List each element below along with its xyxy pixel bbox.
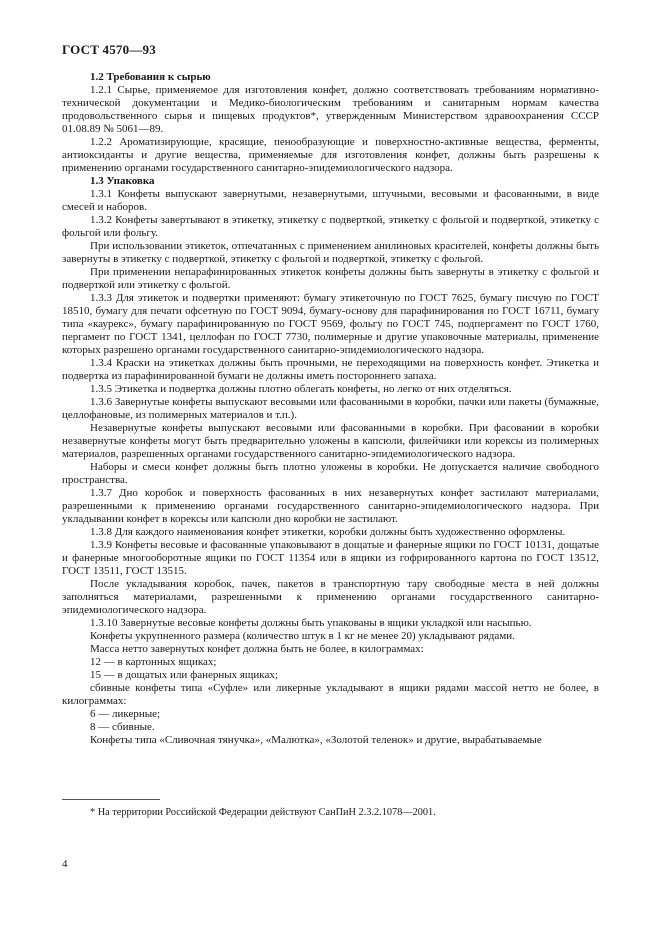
footnote-divider — [62, 799, 160, 800]
footnote: * На территории Российской Федерации действуют СанПиН 2.3.2.1078—2001. — [90, 807, 436, 818]
paragraph: сбивные конфеты типа «Суфле» или ликерные укладывают в ящики рядами массой нетто не более, в килограммах: — [62, 682, 599, 707]
paragraph: 1.3.5 Этикетка и подвертка должны плотно облегать конфеты, но легко от них отделяться. — [90, 383, 512, 395]
paragraph: 1.3.4 Краски на этикетках должны быть прочными, не переходящими на поверхность конфет. Этикетка и подвертка из парафинированной бумаги не должны иметь постороннего запаха. — [62, 357, 599, 382]
paragraph: 1.3.10 Завернутые весовые конфеты должны быть упакованы в ящики укладкой или насыпью. — [90, 617, 532, 629]
document-body — [62, 71, 599, 747]
paragraph: 1.3.8 Для каждого наименования конфет этикетки, коробки должны быть художественно оформлены. — [90, 526, 566, 538]
paragraph: Конфеты укрупненного размера (количество штук в 1 кг не менее 20) укладывают рядами. — [90, 630, 515, 642]
paragraph: Незавернутые конфеты выпускают весовыми или фасованными в коробки. При фасовании в коробки незавернутые конфеты могут быть предварительно уложены в капсюли, филейчики или корексы из полимерных материалов, разрешенных органами государственного санитарно-эпидемиологического надзора. — [62, 422, 599, 460]
page-number: 4 — [62, 858, 68, 870]
standard-header: ГОСТ 4570—93 — [62, 42, 156, 57]
paragraph: 8 — сбивные. — [90, 721, 155, 733]
paragraph: Конфеты типа «Сливочная тянучка», «Малютка», «Золотой теленок» и другие, вырабатываемые — [90, 734, 542, 746]
paragraph: 1.3.1 Конфеты выпускают завернутыми, незавернутыми, штучными, весовыми и фасованными, в виде смесей и наборов. — [62, 188, 599, 213]
paragraph: При использовании этикеток, отпечатанных с применением анилиновых красителей, конфеты должны быть завернуты в этикетку с подверткой, этикетку с фольгой и подверткой, этикетку с фольгой. — [62, 240, 599, 265]
section-heading: 1.3 Упаковка — [90, 175, 155, 187]
paragraph: 1.2.2 Ароматизирующие, красящие, пенообразующие и поверхностно-активные вещества, ферменты, антиоксиданты и другие вещества, применяемые для изготовления конфет, должны быть разрешены к применению органами государственного санитарно-эпидемиологического надзора. — [62, 136, 599, 174]
paragraph: После укладывания коробок, пачек, пакетов в транспортную тару свободные места в ней должны заполняться материалами, разрешенными к применению органами государственного санитарно-эпидемиологического надзора. — [62, 578, 599, 616]
paragraph: 1.3.3 Для этикеток и подвертки применяют: бумагу этикеточную по ГОСТ 7625, бумагу писчую по ГОСТ 18510, бумагу для печати офсетную по ГОСТ 9094, бумагу-основу для парафинирования по ГОСТ 16711, бумагу типа «каурекс», бумагу парафинированную по ГОСТ 9569, фольгу по ГОСТ 745, подпергамент по ГОСТ 1760, пергамент по ГОСТ 1341, целлофан по ГОСТ 7730, полимерные и другие упаковочные материалы, применение которых разрешено органами государственного санитарно-эпидемиологического надзора. — [62, 292, 599, 356]
paragraph: Наборы и смеси конфет должны быть плотно уложены в коробки. Не допускается наличие свободного пространства. — [62, 461, 599, 486]
paragraph: 1.3.2 Конфеты завертывают в этикетку, этикетку с подверткой, этикетку с фольгой и подверткой, этикетку с фольгой или фольгу. — [62, 214, 599, 239]
paragraph: 1.2.1 Сырье, применяемое для изготовления конфет, должно соответствовать требованиям нормативно-технической документации и Медико-биологическим требованиям и санитарным нормам качества продовольственного сырья и пищевых продуктов*, утвержденным Министерством здравоохранения СССР 01.08.89 № 5061—89. — [62, 84, 599, 135]
paragraph: 1.3.6 Завернутые конфеты выпускают весовыми или фасованными в коробки, пачки или пакеты (бумажные, целлофановые, из полимерных материалов и т.п.). — [62, 396, 599, 421]
paragraph: 12 — в картонных ящиках; — [90, 656, 217, 668]
paragraph: 1.3.9 Конфеты весовые и фасованные упаковывают в дощатые и фанерные ящики по ГОСТ 10131, дощатые и фанерные многооборотные ящики по ГОСТ 11354 или в ящики из гофрированного картона по ГОСТ 13512, ГОСТ 13511, ГОСТ 13515. — [62, 539, 599, 577]
paragraph: 15 — в дощатых или фанерных ящиках; — [90, 669, 278, 681]
section-heading: 1.2 Требования к сырью — [90, 71, 211, 83]
paragraph: 6 — ликерные; — [90, 708, 161, 720]
paragraph: 1.3.7 Дно коробок и поверхность фасованных в них незавернутых конфет застилают материалами, разрешенными к применению органами государственного санитарно-эпидемиологического надзора. При укладывании конфет в корексы или капсюли дно коробки не застилают. — [62, 487, 599, 525]
paragraph: При применении непарафинированных этикеток конфеты должны быть завернуты в этикетку с фольгой и подверткой или этикетку с фольгой. — [62, 266, 599, 291]
paragraph: Масса нетто завернутых конфет должна быть не более, в килограммах: — [90, 643, 424, 655]
